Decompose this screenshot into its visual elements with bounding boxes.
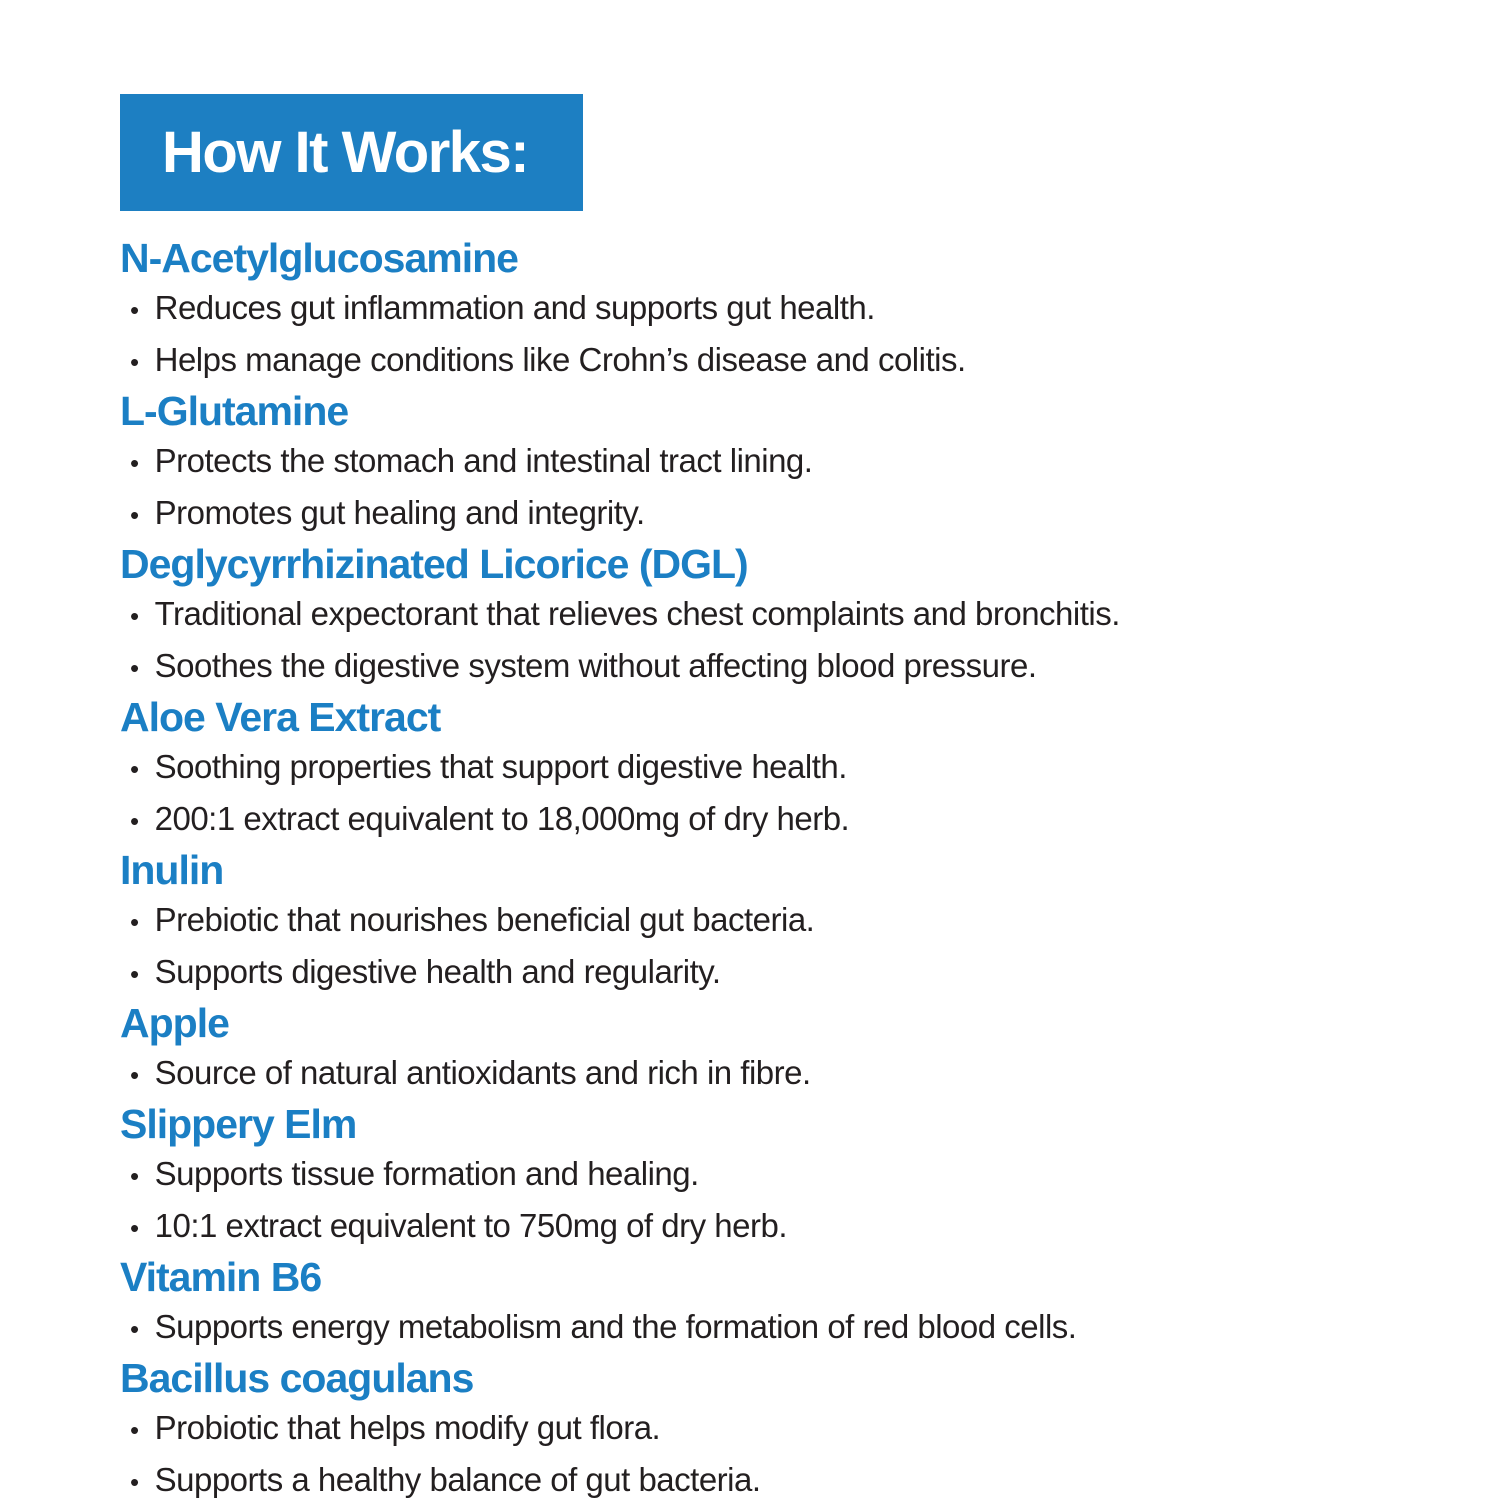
ingredient-heading: Deglycyrrhizinated Licorice (DGL) bbox=[120, 541, 748, 587]
ingredient-heading: Inulin bbox=[120, 847, 224, 893]
ingredient-section bbox=[120, 693, 1410, 846]
ingredient-section bbox=[120, 387, 1410, 540]
header-banner bbox=[120, 94, 583, 211]
bullet-text: Soothes the digestive system without affecting blood pressure. bbox=[154, 647, 1037, 684]
bullet-list bbox=[120, 1149, 1410, 1253]
bullet-list bbox=[120, 1403, 1410, 1500]
bullet-item bbox=[120, 335, 1410, 387]
bullet-item bbox=[120, 1302, 1410, 1354]
bullet-item bbox=[120, 947, 1410, 999]
bullet-icon: • bbox=[130, 295, 139, 325]
bullet-text: Supports energy metabolism and the formation of red blood cells. bbox=[154, 1308, 1077, 1345]
bullet-icon: • bbox=[130, 806, 139, 836]
bullet-item bbox=[120, 1149, 1410, 1201]
ingredient-section bbox=[120, 846, 1410, 999]
bullet-icon: • bbox=[130, 1161, 139, 1191]
bullet-item bbox=[120, 794, 1410, 846]
ingredient-heading: Aloe Vera Extract bbox=[120, 694, 441, 740]
bullet-list bbox=[120, 589, 1410, 693]
ingredient-heading: Apple bbox=[120, 1000, 229, 1046]
ingredient-section bbox=[120, 1354, 1410, 1500]
bullet-icon: • bbox=[130, 601, 139, 631]
bullet-item bbox=[120, 488, 1410, 540]
bullet-icon: • bbox=[130, 1213, 139, 1243]
bullet-item bbox=[120, 641, 1410, 693]
bullet-text: Traditional expectorant that relieves chest complaints and bronchitis. bbox=[154, 595, 1120, 632]
bullet-icon: • bbox=[130, 907, 139, 937]
ingredient-section bbox=[120, 999, 1410, 1100]
ingredient-heading: Slippery Elm bbox=[120, 1101, 357, 1147]
ingredient-section bbox=[120, 1253, 1410, 1354]
bullet-item bbox=[120, 1455, 1410, 1500]
bullet-text: Protects the stomach and intestinal tract lining. bbox=[154, 442, 813, 479]
bullet-list bbox=[120, 436, 1410, 540]
bullet-icon: • bbox=[130, 448, 139, 478]
bullet-list bbox=[120, 1302, 1410, 1354]
bullet-icon: • bbox=[130, 1415, 139, 1445]
page-title: How It Works: bbox=[162, 120, 529, 185]
ingredient-list bbox=[120, 234, 1410, 1500]
bullet-list bbox=[120, 895, 1410, 999]
bullet-icon: • bbox=[130, 1314, 139, 1344]
ingredient-heading: Bacillus coagulans bbox=[120, 1355, 474, 1401]
bullet-item bbox=[120, 895, 1410, 947]
bullet-text: Probiotic that helps modify gut flora. bbox=[154, 1409, 661, 1446]
bullet-item bbox=[120, 1201, 1410, 1253]
bullet-icon: • bbox=[130, 500, 139, 530]
bullet-text: Supports tissue formation and healing. bbox=[154, 1155, 699, 1192]
bullet-list bbox=[120, 742, 1410, 846]
bullet-text: Supports a healthy balance of gut bacteria. bbox=[154, 1461, 761, 1498]
bullet-item bbox=[120, 283, 1410, 335]
ingredient-heading: N-Acetylglucosamine bbox=[120, 235, 518, 281]
bullet-text: Reduces gut inflammation and supports gut health. bbox=[154, 289, 875, 326]
ingredient-section bbox=[120, 540, 1410, 693]
bullet-item bbox=[120, 1048, 1410, 1100]
bullet-text: Prebiotic that nourishes beneficial gut bacteria. bbox=[154, 901, 815, 938]
bullet-icon: • bbox=[130, 959, 139, 989]
bullet-list bbox=[120, 283, 1410, 387]
bullet-icon: • bbox=[130, 754, 139, 784]
bullet-item bbox=[120, 1403, 1410, 1455]
bullet-item bbox=[120, 742, 1410, 794]
bullet-text: Promotes gut healing and integrity. bbox=[154, 494, 645, 531]
bullet-text: 200:1 extract equivalent to 18,000mg of dry herb. bbox=[154, 800, 850, 837]
ingredient-heading: L-Glutamine bbox=[120, 388, 349, 434]
ingredient-section bbox=[120, 234, 1410, 387]
bullet-icon: • bbox=[130, 1467, 139, 1497]
bullet-icon: • bbox=[130, 1060, 139, 1090]
bullet-text: Source of natural antioxidants and rich in fibre. bbox=[154, 1054, 811, 1091]
bullet-item bbox=[120, 589, 1410, 641]
ingredient-heading: Vitamin B6 bbox=[120, 1254, 322, 1300]
bullet-list bbox=[120, 1048, 1410, 1100]
bullet-text: Helps manage conditions like Crohn’s disease and colitis. bbox=[154, 341, 966, 378]
ingredient-section bbox=[120, 1100, 1410, 1253]
bullet-text: 10:1 extract equivalent to 750mg of dry herb. bbox=[154, 1207, 788, 1244]
bullet-text: Supports digestive health and regularity. bbox=[154, 953, 721, 990]
bullet-text: Soothing properties that support digestive health. bbox=[154, 748, 847, 785]
bullet-item bbox=[120, 436, 1410, 488]
bullet-icon: • bbox=[130, 347, 139, 377]
bullet-icon: • bbox=[130, 653, 139, 683]
